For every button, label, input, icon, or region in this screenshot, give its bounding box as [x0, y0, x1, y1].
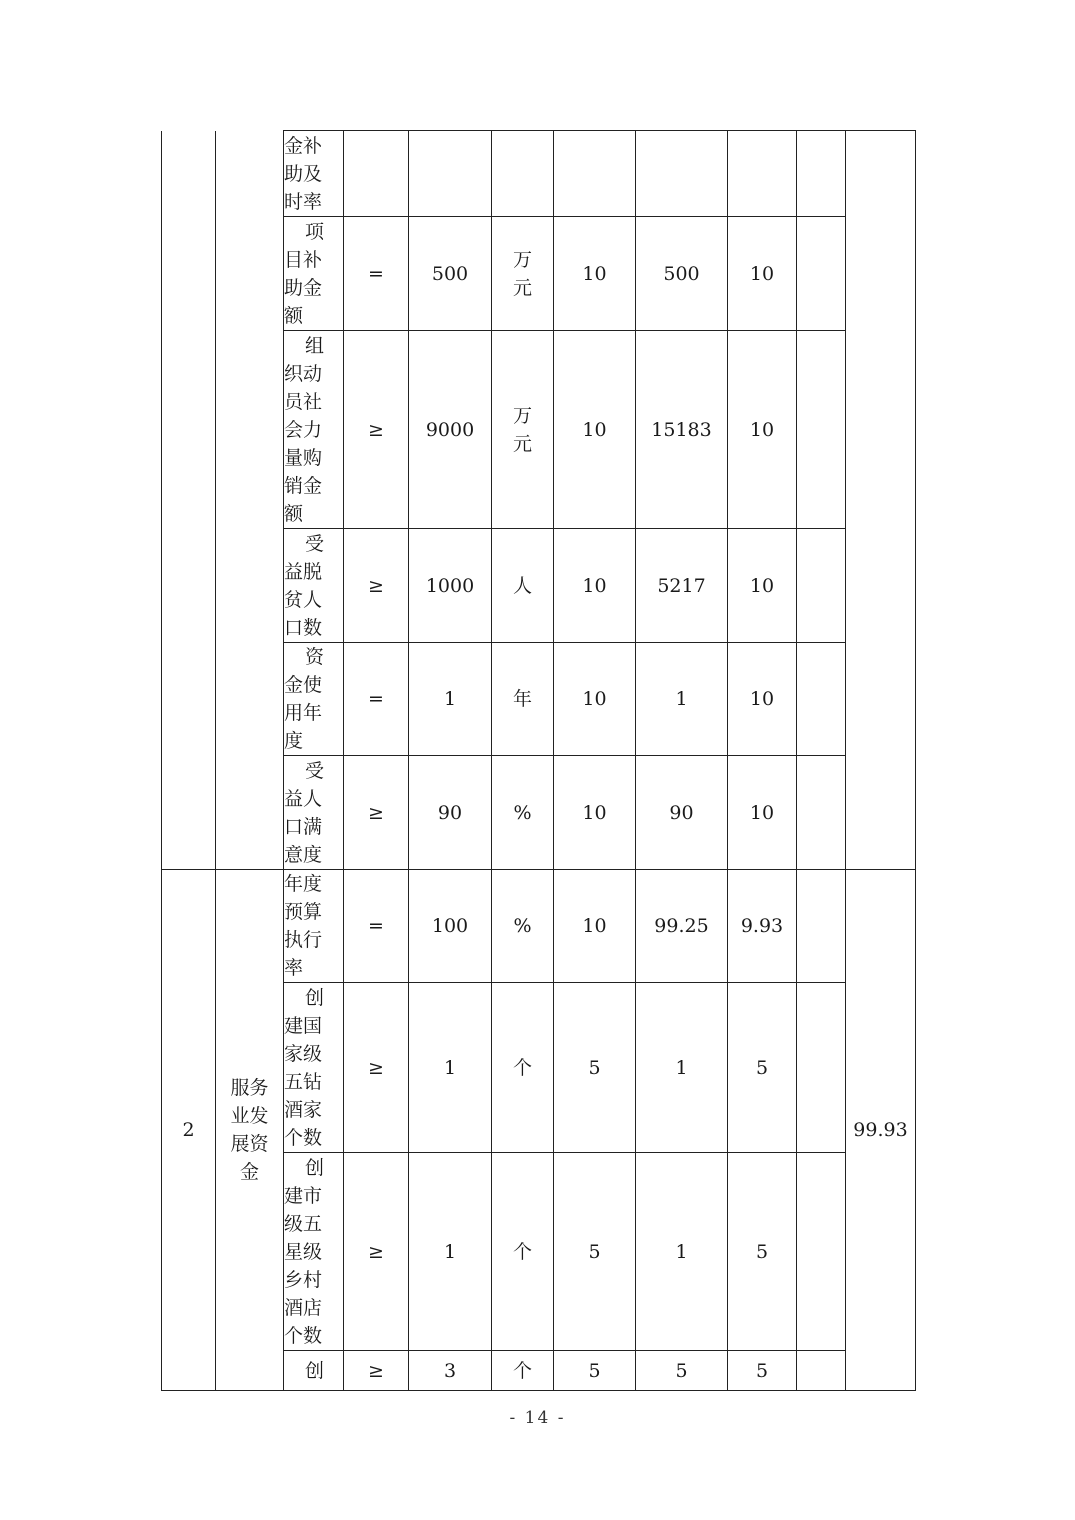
- unit-cell: 万元: [492, 331, 554, 529]
- score-cell: 10: [728, 217, 797, 331]
- score-cell: 10: [728, 643, 797, 756]
- actual-cell: 5217: [636, 529, 728, 643]
- note-cell: [797, 331, 846, 529]
- operator-cell: =: [344, 643, 409, 756]
- target-cell: 1: [409, 1153, 492, 1351]
- weight-cell: 10: [554, 529, 636, 643]
- weight-cell: 10: [554, 331, 636, 529]
- actual-cell: 1: [636, 983, 728, 1153]
- target-cell: 1: [409, 643, 492, 756]
- target-cell: 9000: [409, 331, 492, 529]
- operator-cell: ≥: [344, 331, 409, 529]
- actual-cell: 1: [636, 643, 728, 756]
- page-number: - 14 -: [509, 1408, 566, 1428]
- unit-cell: 个: [492, 983, 554, 1153]
- operator-cell: ≥: [344, 1153, 409, 1351]
- total-score-cell-prev: [846, 131, 916, 870]
- actual-cell: 5: [636, 1351, 728, 1391]
- operator-cell: =: [344, 217, 409, 331]
- score-cell: 5: [728, 1351, 797, 1391]
- score-cell: 5: [728, 983, 797, 1153]
- group-number-cell-prev: [162, 131, 216, 870]
- unit-cell: [492, 131, 554, 217]
- table-row: [162, 131, 916, 217]
- indicator-cell: 金补助及时率: [284, 131, 344, 217]
- group-name-cell-prev: [216, 131, 284, 870]
- operator-cell: ≥: [344, 756, 409, 870]
- target-cell: 90: [409, 756, 492, 870]
- score-cell: 10: [728, 331, 797, 529]
- target-cell: 100: [409, 870, 492, 983]
- note-cell: [797, 529, 846, 643]
- score-cell: 10: [728, 529, 797, 643]
- score-cell: 10: [728, 756, 797, 870]
- indicator-cell: 受益脱贫人口数: [284, 529, 344, 643]
- unit-cell: %: [492, 870, 554, 983]
- note-cell: [797, 983, 846, 1153]
- weight-cell: 10: [554, 756, 636, 870]
- indicator-cell: 创建市级五星级乡村酒店个数: [284, 1153, 344, 1351]
- actual-cell: 90: [636, 756, 728, 870]
- operator-cell: =: [344, 870, 409, 983]
- actual-cell: [636, 131, 728, 217]
- unit-cell: 年: [492, 643, 554, 756]
- unit-cell: 个: [492, 1351, 554, 1391]
- unit-cell: 人: [492, 529, 554, 643]
- actual-cell: 1: [636, 1153, 728, 1351]
- weight-cell: [554, 131, 636, 217]
- weight-cell: 10: [554, 643, 636, 756]
- table-row: [162, 870, 916, 983]
- performance-table: [161, 130, 916, 1391]
- weight-cell: 10: [554, 217, 636, 331]
- weight-cell: 10: [554, 870, 636, 983]
- weight-cell: 5: [554, 983, 636, 1153]
- weight-cell: 5: [554, 1351, 636, 1391]
- target-cell: 500: [409, 217, 492, 331]
- target-cell: 1: [409, 983, 492, 1153]
- target-cell: 1000: [409, 529, 492, 643]
- unit-cell: 万元: [492, 217, 554, 331]
- score-cell: [728, 131, 797, 217]
- score-cell: 5: [728, 1153, 797, 1351]
- operator-cell: ≥: [344, 529, 409, 643]
- note-cell: [797, 217, 846, 331]
- note-cell: [797, 131, 846, 217]
- note-cell: [797, 1153, 846, 1351]
- indicator-cell: 年度预算执行率: [284, 870, 344, 983]
- note-cell: [797, 1351, 846, 1391]
- target-cell: 3: [409, 1351, 492, 1391]
- operator-cell: [344, 131, 409, 217]
- actual-cell: 15183: [636, 331, 728, 529]
- indicator-cell: 创: [284, 1351, 344, 1391]
- note-cell: [797, 643, 846, 756]
- actual-cell: 500: [636, 217, 728, 331]
- note-cell: [797, 756, 846, 870]
- target-cell: [409, 131, 492, 217]
- unit-cell: %: [492, 756, 554, 870]
- indicator-cell: 组织动员社会力量购销金额: [284, 331, 344, 529]
- actual-cell: 99.25: [636, 870, 728, 983]
- group-number-cell: 2: [162, 870, 216, 1391]
- unit-cell: 个: [492, 1153, 554, 1351]
- indicator-cell: 资金使用年度: [284, 643, 344, 756]
- indicator-cell: 受益人口满意度: [284, 756, 344, 870]
- operator-cell: ≥: [344, 1351, 409, 1391]
- indicator-cell: 项目补助金额: [284, 217, 344, 331]
- group-name-cell: 服务业发展资金: [216, 870, 284, 1391]
- total-score-cell: 99.93: [846, 870, 916, 1391]
- operator-cell: ≥: [344, 983, 409, 1153]
- indicator-cell: 创建国家级五钻酒家个数: [284, 983, 344, 1153]
- note-cell: [797, 870, 846, 983]
- weight-cell: 5: [554, 1153, 636, 1351]
- score-cell: 9.93: [728, 870, 797, 983]
